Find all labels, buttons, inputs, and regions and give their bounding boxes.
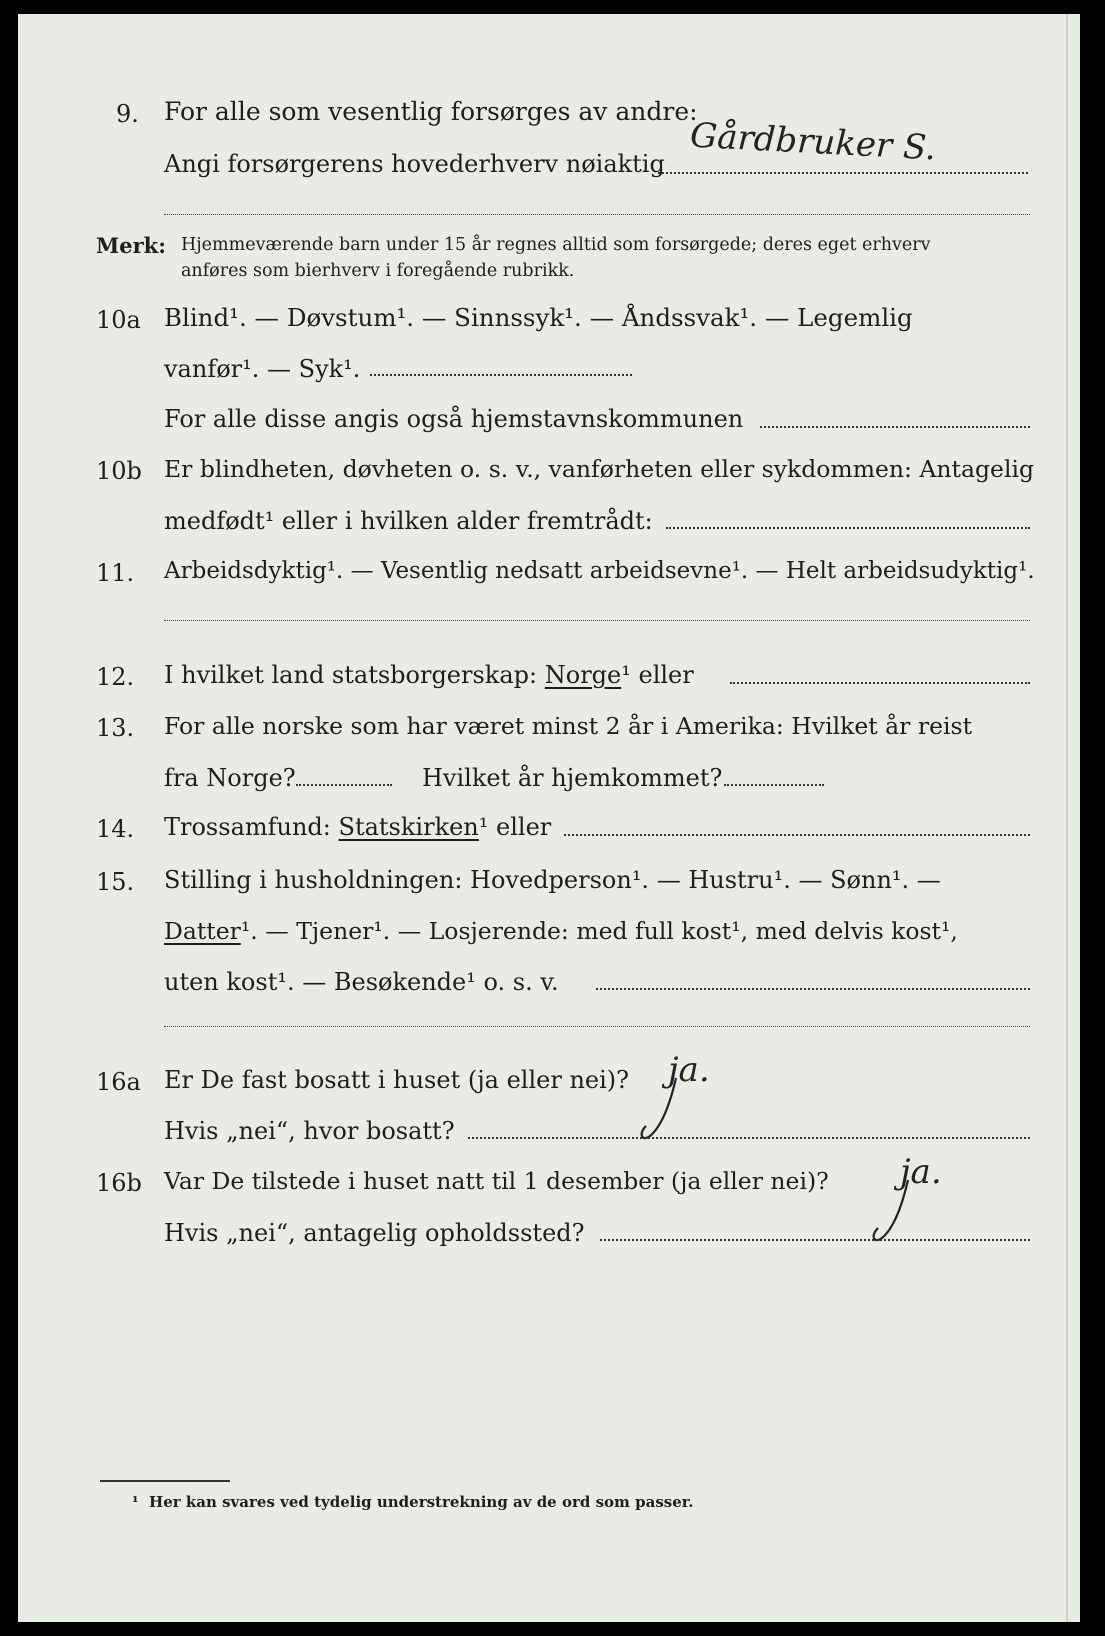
q16b-number: 16b xyxy=(96,1169,142,1197)
q13-hjemkommet-line xyxy=(724,784,824,786)
q14-question: Trossamfund: xyxy=(164,813,331,841)
q16a-answer-line xyxy=(468,1137,1030,1139)
q10a-line3: For alle disse angis også hjemstavnskommunen xyxy=(164,405,744,433)
q12-line xyxy=(164,661,694,689)
q16b-line2: Hvis „nei“, antagelig opholdssted? xyxy=(164,1219,585,1247)
q16b-handwriting-stroke xyxy=(866,1176,926,1246)
q10b-answer-line xyxy=(666,527,1030,529)
q14-line xyxy=(164,813,551,841)
q10a-syk-line xyxy=(370,374,632,376)
q16b-answer-line xyxy=(600,1239,1030,1241)
q12-question: I hvilket land statsborgerskap: xyxy=(164,661,538,689)
merk-label: Merk: xyxy=(96,233,166,258)
merk-line1: Hjemmeværende barn under 15 år regnes alltid som forsørgede; deres eget erhverv xyxy=(181,235,931,255)
q15-line2-rest: ¹. — Tjener¹. — Losjerende: med full kost¹, med delvis kost¹, xyxy=(240,917,958,945)
q12-norge-underlined: Norge xyxy=(544,661,622,689)
q15-extra-line xyxy=(164,1026,1030,1027)
q16a-handwritten-answer: ja. xyxy=(668,1050,710,1090)
q10a-number: 10a xyxy=(96,306,141,334)
q11-answer-line xyxy=(164,620,1030,621)
q15-line2 xyxy=(164,917,958,945)
q16a-line1: Er De fast bosatt i huset (ja eller nei)? xyxy=(164,1066,630,1094)
q10a-line1: Blind¹. — Døvstum¹. — Sinnssyk¹. — Åndssvak¹. — Legemlig xyxy=(164,303,913,332)
q15-line3: uten kost¹. — Besøkende¹ o. s. v. xyxy=(164,968,559,996)
page-fold-shadow xyxy=(1066,14,1068,1622)
q15-line1: Stilling i husholdningen: Hovedperson¹. — Hustru¹. — Sønn¹. — xyxy=(164,866,941,894)
q9-line2: Angi forsørgerens hovederhverv nøiaktig xyxy=(164,150,665,178)
footnote-text: Her kan svares ved tydelig understrekning av de ord som passer. xyxy=(149,1493,694,1511)
q16b-handwritten-answer: ja. xyxy=(900,1152,942,1192)
q9-extra-line xyxy=(164,214,1030,215)
merk-line2: anføres som bierhverv i foregående rubrikk. xyxy=(181,261,575,281)
q14-statskirken-underlined: Statskirken xyxy=(338,813,479,841)
q14-answer-line xyxy=(564,834,1030,836)
q15-number: 15. xyxy=(96,868,135,896)
q11-number: 11. xyxy=(96,559,135,587)
q16a-number: 16a xyxy=(96,1068,141,1096)
q14-eller: ¹ eller xyxy=(478,813,552,841)
q12-eller: ¹ eller xyxy=(621,661,694,689)
q14-number: 14. xyxy=(96,815,135,843)
q9-number: 9. xyxy=(116,100,139,128)
q13-reist-line xyxy=(296,784,392,786)
q10a-line2: vanfør¹. — Syk¹. xyxy=(164,355,361,383)
q12-answer-line xyxy=(730,682,1030,684)
footnote-marker: ¹ xyxy=(132,1493,139,1511)
footnote-rule xyxy=(100,1480,230,1482)
q9-answer-line xyxy=(658,172,1028,174)
q12-number: 12. xyxy=(96,663,135,691)
q10b-line1: Er blindheten, døvheten o. s. v., vanførheten eller sykdommen: Antagelig xyxy=(164,455,1035,483)
q9-line1: For alle som vesentlig forsørges av andre: xyxy=(164,97,698,126)
q13-hjemkommet-label: Hvilket år hjemkommet? xyxy=(422,764,723,792)
q16b-line1: Var De tilstede i huset natt til 1 desember (ja eller nei)? xyxy=(164,1167,829,1195)
q13-reist-label: fra Norge? xyxy=(164,764,296,792)
q13-line1: For alle norske som har været minst 2 år i Amerika: Hvilket år reist xyxy=(164,712,973,740)
q9-handwritten-answer: Gårdbruker S. xyxy=(689,115,937,169)
q16a-line2: Hvis „nei“, hvor bosatt? xyxy=(164,1117,455,1145)
q10a-hjemstavn-line xyxy=(760,426,1030,428)
q15-datter-underlined: Datter xyxy=(164,917,241,945)
census-form-page xyxy=(18,14,1080,1622)
footnote xyxy=(132,1492,694,1512)
q15-answer-line xyxy=(596,988,1030,990)
q10b-line2: medfødt¹ eller i hvilken alder fremtrådt: xyxy=(164,507,653,535)
q11-line1: Arbeidsdyktig¹. — Vesentlig nedsatt arbeidsevne¹. — Helt arbeidsudyktig¹. xyxy=(164,558,1035,584)
q10b-number: 10b xyxy=(96,457,142,485)
q13-number: 13. xyxy=(96,714,135,742)
q16a-handwriting-stroke xyxy=(636,1074,696,1144)
